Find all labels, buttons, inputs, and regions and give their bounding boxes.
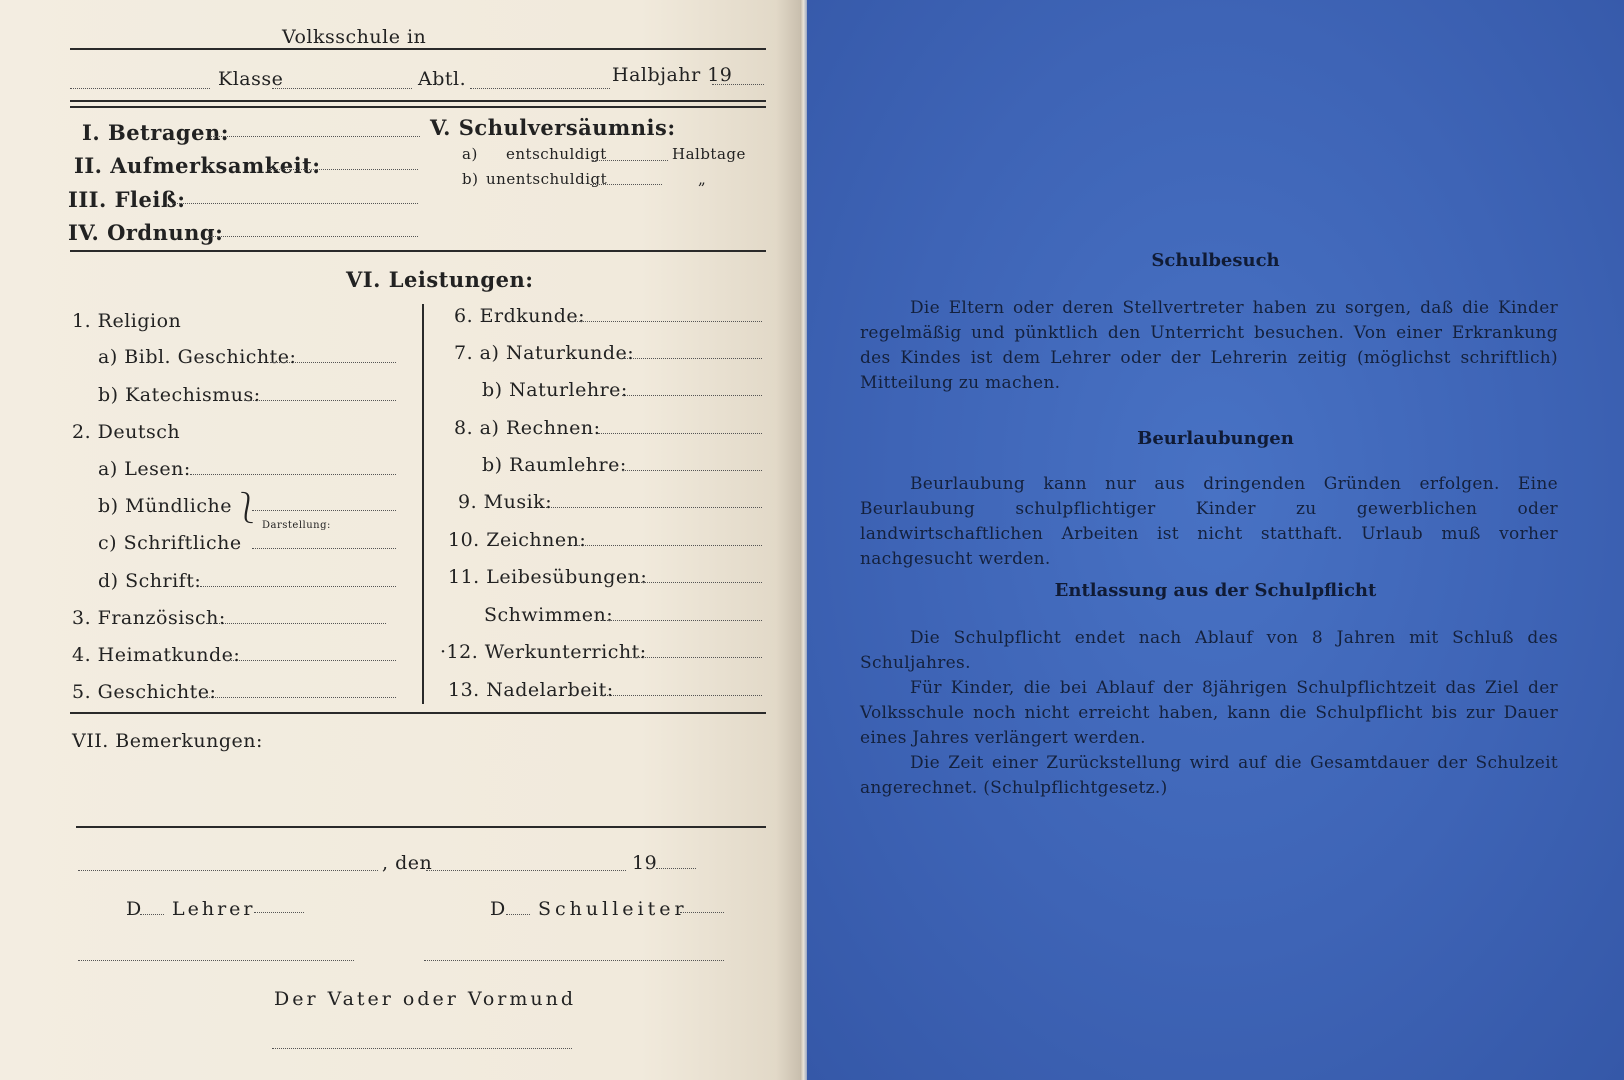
absence-title: V. Schulversäumnis: <box>430 115 676 140</box>
section1-text <box>860 296 1558 396</box>
music-label: 9. Musik: <box>458 491 553 513</box>
principal-label: Schulleiter <box>538 898 688 920</box>
section3-paragraph-3: Die Zeit einer Zurückstellung wird auf die Gesamtdauer der Schulzeit angerechnet. (Schulpflichtgesetz.) <box>860 753 1558 798</box>
history-line[interactable] <box>200 697 396 698</box>
nature-line[interactable] <box>624 358 762 359</box>
header-double-rule-1 <box>70 100 766 102</box>
needlework-line[interactable] <box>600 695 762 696</box>
year-line[interactable] <box>656 868 696 869</box>
principal-prefix-line[interactable] <box>506 914 530 915</box>
bible-label: a) Bibl. Geschichte: <box>98 346 297 368</box>
handwriting-line[interactable] <box>200 586 396 587</box>
pe-label: 11. Leibesübungen: <box>448 566 648 588</box>
section3-paragraph-1: Die Schulpflicht endet nach Ablauf von 8 Jahren mit Schluß des Schuljahres. <box>860 628 1558 673</box>
written-label: c) Schriftliche <box>98 532 242 554</box>
math-label: Rechnen: <box>506 417 601 439</box>
geography-label: 6. Erdkunde: <box>454 305 586 327</box>
local-studies-label: 4. Heimatkunde: <box>72 644 241 666</box>
header-rule <box>70 48 766 50</box>
crafts-label: ·12. Werkunterricht: <box>440 641 647 663</box>
handwriting-label: d) Schrift: <box>98 570 202 592</box>
french-label: 3. Französisch: <box>72 607 226 629</box>
music-line[interactable] <box>546 507 762 508</box>
written-line[interactable] <box>252 548 396 549</box>
physics-label: b) Naturlehre: <box>482 379 628 401</box>
header-double-rule-2 <box>70 106 766 108</box>
section1-title: Schulbesuch <box>1151 250 1280 271</box>
unexcused-prefix: b) <box>462 170 479 188</box>
section-line[interactable] <box>272 88 412 89</box>
diligence-label: III. Fleiß: <box>68 187 186 212</box>
swimming-label: Schwimmen: <box>484 604 614 626</box>
presentation-label: Darstellung: <box>262 520 331 531</box>
conduct-line[interactable] <box>210 136 420 137</box>
school-label: Volksschule in <box>282 26 427 48</box>
excused-prefix: a) <box>462 145 478 163</box>
geometry-label: b) Raumlehre: <box>482 454 627 476</box>
section2-paragraph: Beurlaubung kann nur aus dringenden Gründen erfolgen. Eine Beurlaubung schulpflichtiger Kinder zu gewerblichen oder landwirtschaftlichen Arbeiten ist nicht statthaft. Urlaub muß vorher nachgesucht werden. <box>860 474 1558 569</box>
local-studies-line[interactable] <box>226 660 396 661</box>
excused-label: entschuldigt <box>506 145 607 163</box>
halfyear-label: Halbjahr 19 <box>612 64 733 86</box>
place-line[interactable] <box>78 870 378 871</box>
section-label: Abtl. <box>418 68 467 90</box>
unexcused-line[interactable] <box>590 184 662 185</box>
section-rule-2 <box>70 712 766 714</box>
remarks-label: VII. Bemerkungen: <box>72 730 263 752</box>
math-line[interactable] <box>598 433 762 434</box>
german-label: 2. Deutsch <box>72 421 181 443</box>
teacher-signature-line[interactable] <box>78 960 354 961</box>
remarks-rule <box>76 826 766 828</box>
french-line[interactable] <box>206 623 386 624</box>
halfyear-pre-line[interactable] <box>470 88 610 89</box>
attention-line[interactable] <box>268 169 418 170</box>
class-label: Klasse <box>218 68 284 90</box>
teacher-prefix: D <box>126 898 142 920</box>
drawing-label: 10. Zeichnen: <box>448 529 587 551</box>
teacher-label: Lehrer <box>172 898 256 920</box>
conduct-label: I. Betragen: <box>82 120 229 145</box>
date-line[interactable] <box>426 870 626 871</box>
attention-label: II. Aufmerksamkeit: <box>74 153 321 178</box>
section2-text <box>860 472 1558 572</box>
teacher-suffix-line[interactable] <box>254 912 304 913</box>
drawing-line[interactable] <box>576 545 762 546</box>
nature-num: 7. a) <box>454 342 500 364</box>
section1-paragraph: Die Eltern oder deren Stellvertreter haben zu sorgen, daß die Kinder regelmäßig und pünktlich den Unterricht besuchen. Von einer Erkrankung des Kindes ist dem Lehrer oder der Lehrerin zeitig (möglichst schriftlich) Mitteilung zu machen. <box>860 298 1558 393</box>
reading-label: a) Lesen: <box>98 458 191 480</box>
unexcused-label: unentschuldigt <box>486 170 608 188</box>
catechism-line[interactable] <box>244 400 396 401</box>
teacher-prefix-line[interactable] <box>140 914 164 915</box>
section3-title: Entlassung aus der Schulpflicht <box>1054 580 1377 601</box>
performance-title: VI. Leistungen: <box>346 267 534 292</box>
nature-label: Naturkunde: <box>506 342 635 364</box>
physics-line[interactable] <box>622 395 762 396</box>
date-den: , den <box>382 852 433 874</box>
math-num: 8. a) <box>454 417 500 439</box>
section3-paragraph-2: Für Kinder, die bei Ablauf der 8jährigen Schulpflichtzeit das Ziel der Volksschule noch nicht erreicht haben, kann die Schulpflicht bis zur Dauer eines Jahres verlängert werden. <box>860 678 1558 748</box>
column-divider <box>422 304 424 704</box>
geography-line[interactable] <box>572 321 762 322</box>
brace-glyph: ⎱ <box>232 491 263 526</box>
class-line[interactable] <box>70 88 210 89</box>
diligence-line[interactable] <box>172 203 418 204</box>
swimming-line[interactable] <box>602 620 762 621</box>
guardian-signature-line[interactable] <box>272 1048 572 1049</box>
history-label: 5. Geschichte: <box>72 681 217 703</box>
halfyear-line[interactable] <box>712 84 764 85</box>
bible-line[interactable] <box>270 362 396 363</box>
religion-label: 1. Religion <box>72 310 182 332</box>
ditto-mark: „ <box>698 170 707 188</box>
order-line[interactable] <box>208 236 418 237</box>
excused-line[interactable] <box>592 160 668 161</box>
principal-prefix: D <box>490 898 506 920</box>
oral-label: b) Mündliche <box>98 495 232 517</box>
order-label: IV. Ordnung: <box>68 220 224 245</box>
date-year: 19 <box>632 852 658 874</box>
principal-suffix-line[interactable] <box>680 912 724 913</box>
pe-line[interactable] <box>630 582 762 583</box>
section2-title: Beurlaubungen <box>1137 428 1294 449</box>
principal-signature-line[interactable] <box>424 960 724 961</box>
section3-text <box>860 626 1558 801</box>
reading-line[interactable] <box>190 474 396 475</box>
catechism-label: b) Katechismus: <box>98 384 261 406</box>
crafts-line[interactable] <box>626 657 762 658</box>
book-gutter <box>800 0 807 1080</box>
halfdays-unit: Halbtage <box>672 145 746 163</box>
section-rule-1 <box>70 250 766 252</box>
left-page <box>0 0 800 1080</box>
geometry-line[interactable] <box>622 470 762 471</box>
guardian-label: Der Vater oder Vormund <box>274 988 577 1010</box>
needlework-label: 13. Nadelarbeit: <box>448 679 614 701</box>
oral-line[interactable] <box>252 510 396 511</box>
